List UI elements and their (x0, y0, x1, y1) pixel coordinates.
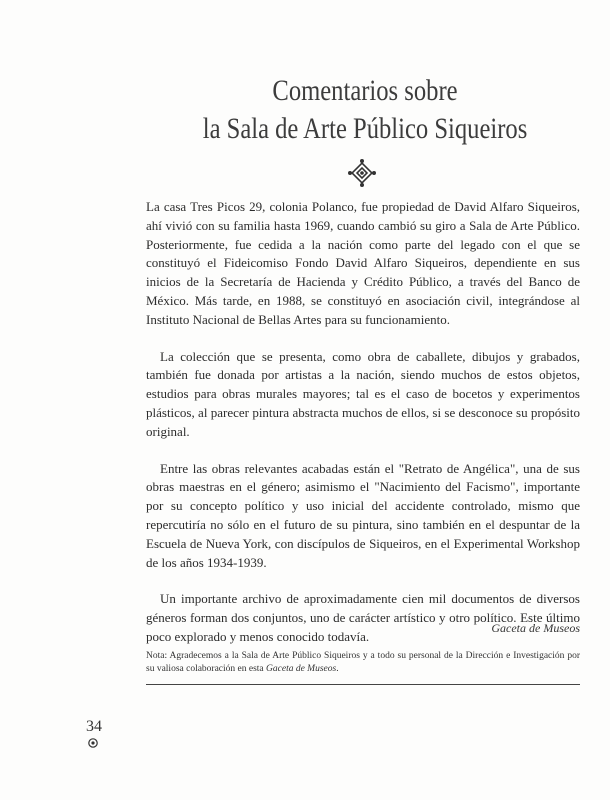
article-body (146, 198, 580, 665)
title-line-1: Comentarios sobre (272, 74, 458, 107)
footnote-divider (146, 684, 580, 685)
signature: Gaceta de Museos (491, 621, 580, 635)
paragraph-1: La casa Tres Picos 29, colonia Polanco, fue propiedad de David Alfaro Siqueiros, ahí vivió con su familia hasta 1969, cuando cambió su giro a Sala de Arte Público. Posteriormente, fue cedida a la nación como parte del legado con el que se constituyó el Fideicomiso Fondo David Alfaro Siqueiros, dependiente en sus inicios de la Secretaría de Hacienda y Crédito Público, a través del Banco de México. Más tarde, en 1988, se constituyó en asociación civil, integrándose al Instituto Nacional de Bellas Artes para su funcionamiento. (146, 199, 580, 327)
diamond-ornament-icon (346, 157, 378, 189)
title-line-2: la Sala de Arte Público Siqueiros (202, 112, 528, 145)
paragraph-2: La colección que se presenta, como obra de caballete, dibujos y grabados, también fue donada por artistas a la nación, siendo muchos de estos objetos, estudios para obras murales mayores; tal es el caso de bocetos y experimentos plásticos, al parecer pintura abstracta muchos de ellos, si se desconoce su propósito original. (146, 348, 580, 439)
page-title (189, 72, 542, 148)
footnote (146, 650, 580, 676)
paragraph-3: Entre las obras relevantes acabadas están el "Retrato de Angélica", una de sus obras maestras en el género; asimismo el "Nacimiento del Facismo", importante por su concepto político y uso inicial del accidente controlado, mismo que repercutiría no sólo en el futuro de su pintura, sino también en el despuntar de la Escuela de Nueva York, con discípulos de Siqueiros, en el Experimental Workshop de los años 1934-1939. (146, 460, 580, 570)
footnote-italic: Gaceta de Museos (266, 664, 337, 674)
footnote-end: . (336, 664, 339, 674)
paragraph-4: Un importante archivo de aproximadamente cien mil documentos de diversos géneros forman dos conjuntos, uno de carácter artístico y otro político. Este último poco explorado y menos conocido todavía. (146, 591, 580, 644)
page-number: 34 (86, 718, 102, 735)
logo-mark-icon (88, 738, 98, 748)
footnote-text: Nota: Agradecemos a la Sala de Arte Público Siqueiros y a todo su personal de la Dirección e Investigación por su valiosa colaboración en esta (146, 651, 580, 674)
